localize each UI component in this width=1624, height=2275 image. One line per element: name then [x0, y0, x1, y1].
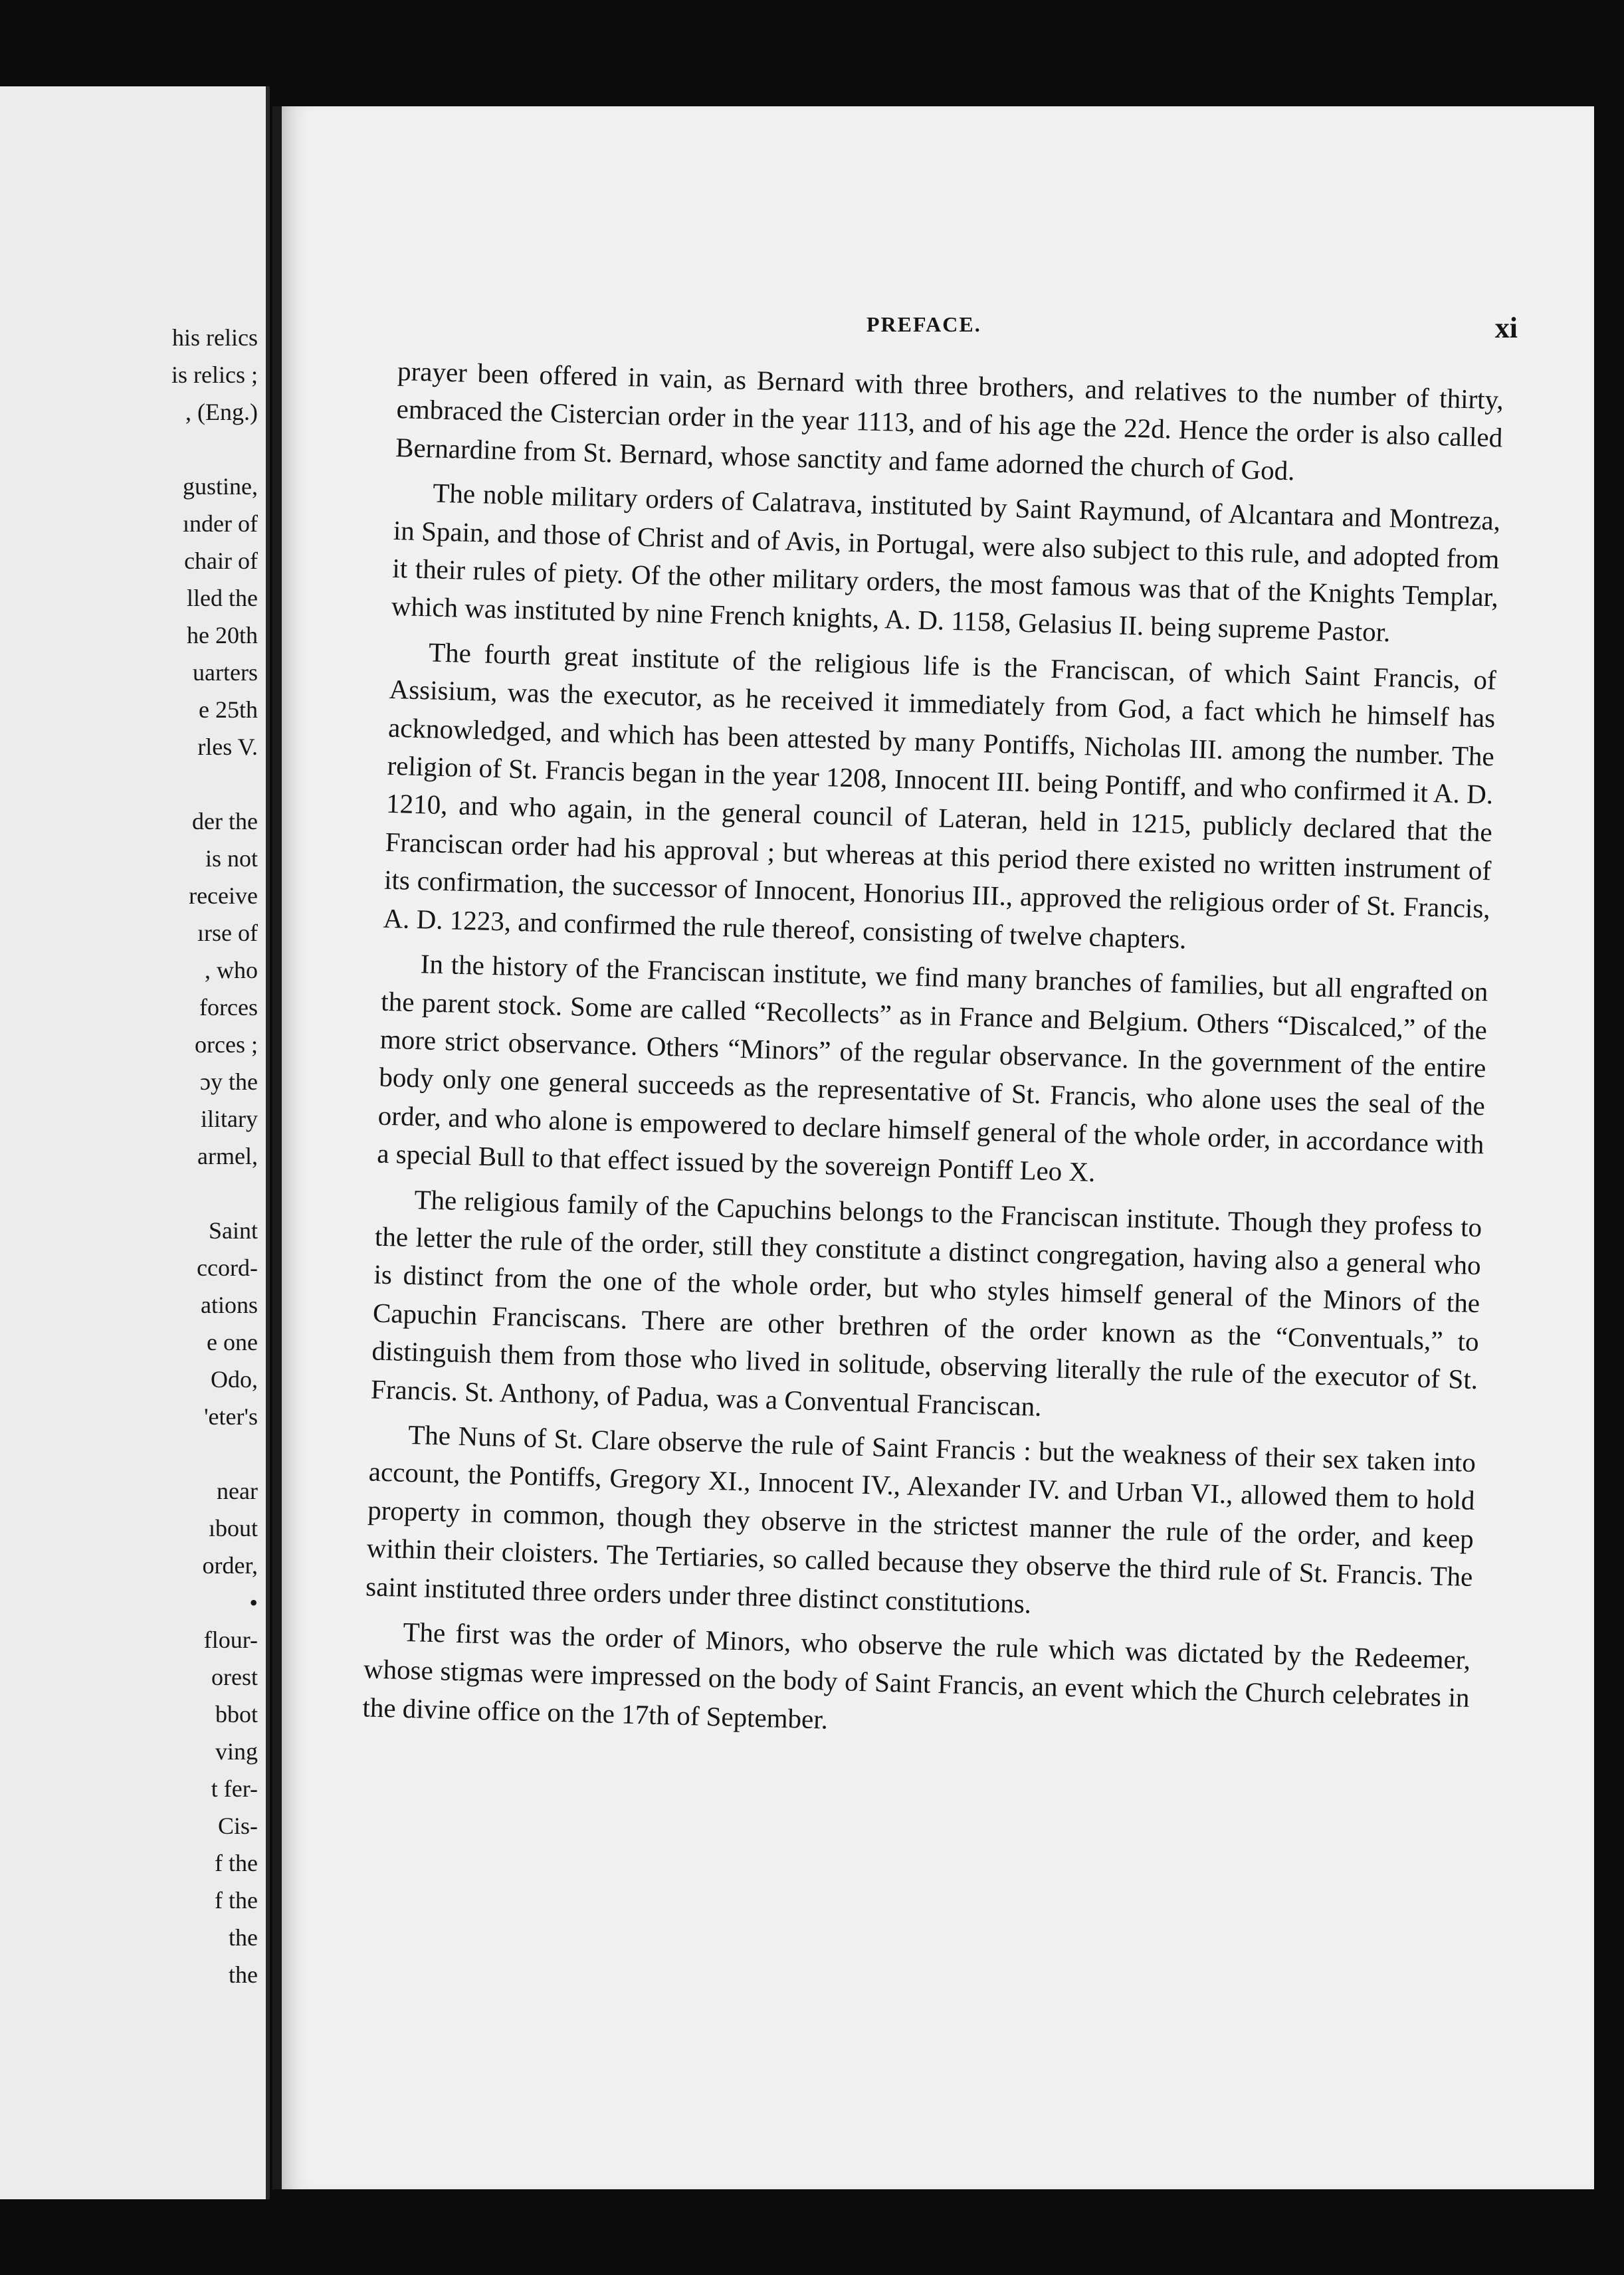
body-text: [362, 352, 1504, 1762]
facing-page-line: his relics: [172, 324, 258, 351]
facing-page-line: orces ;: [195, 1031, 258, 1058]
facing-page-line: , who: [205, 957, 258, 983]
facing-page-line: Cis-: [217, 1813, 258, 1839]
facing-page-line: ccord-: [197, 1254, 258, 1281]
facing-page-line: ınder of: [183, 510, 258, 537]
facing-page-line: ırse of: [197, 920, 258, 946]
paragraph-5: The religious family of the Capuchins belongs to the Franciscan institute. Though they profess to the letter the rule of the order, still they constitute a distinct congregation, having also a general who is distinct from the one of the whole order, but who styles himself general of the Minors of the Capuchin Franciscans. There are other brethren of the order known as the “Conventuals,” to distinguish them from those who lived in solitude, observing literally the rule of the executor of St. Francis. St. Anthony, of Padua, was a Conventual Franciscan.: [370, 1183, 1482, 1422]
facing-page-line: ilitary: [201, 1106, 258, 1132]
facing-page-line: flour-: [203, 1627, 258, 1653]
facing-page-line: 'eter's: [204, 1403, 258, 1430]
facing-page-line: forces: [199, 994, 258, 1021]
facing-page-line: f the: [215, 1887, 258, 1914]
facing-page-line: Saint: [208, 1217, 258, 1244]
facing-page-line: gustine,: [183, 473, 258, 500]
paragraph-2: The noble military orders of Calatrava, instituted by Saint Raymund, of Alcantara and Montreza, in Spain, and those of Christ and of Avis, in Portugal, were also subject to this rule, and adopted from it their rules of piety. Of the other military orders, the most famous was that of the Knights Templar, which was instituted by nine French knights, A. D. 1158, Gelasius II. being supreme Pastor.: [391, 477, 1501, 648]
facing-page-line: ıbout: [208, 1515, 258, 1541]
facing-page-line: armel,: [197, 1143, 258, 1169]
facing-page-line: orest: [211, 1664, 258, 1690]
facing-page-line: •: [249, 1589, 258, 1616]
facing-page-line: ving: [215, 1738, 258, 1765]
facing-page-line: the: [229, 1924, 258, 1951]
book-page: [272, 106, 1594, 2189]
paragraph-4: In the history of the Franciscan institute, we find many branches of families, but all engrafted on the parent stock. Some are called “Recollects” as in France and Belgium. Others “Discalced,” of the more strict observance. Others “Minors” of the regular observance. In the government of the entire body only one general succeeds as the representative of St. Francis, who alone uses the seal of the order, and who alone is empowered to declare himself general of the whole order, in accordance with a special Bull to that effect issued by the sovereign Pontiff Leo X.: [376, 948, 1488, 1188]
facing-page-line: lled the: [187, 585, 258, 611]
facing-page-line: the: [229, 1961, 258, 1988]
facing-page-line: chair of: [184, 547, 258, 574]
facing-page-line: f the: [215, 1850, 258, 1876]
facing-page-line: he 20th: [187, 622, 258, 648]
facing-page-line: receive: [189, 882, 258, 909]
facing-page-line: near: [217, 1478, 258, 1504]
facing-page-left: [0, 86, 270, 2199]
facing-page-line: is not: [205, 845, 258, 872]
facing-page-line: [5, 765, 258, 803]
facing-page-line: Odo,: [211, 1366, 258, 1393]
paragraph-7: The first was the order of Minors, who observe the rule which was dictated by the Redeemer, whose stigmas were impressed on the body of Saint Francis, an event which the Church celebrates in the divine office on the 17th of September.: [362, 1616, 1471, 1735]
paragraph-3: The fourth great institute of the religious life is the Franciscan, of which Saint Francis, of Assisium, was the executor, as he received it immediately from God, a fact which he himself has acknowledged, and which has been attested by many Pontiffs, Nicholas III. among the number. The religion of St. Francis began in the year 1208, Innocent III. being Pontiff, and who confirmed it A. D. 1210, and who again, in the general council of Lateran, held in 1215, publicly declared that the Franciscan order had his approval ; but whereas at this period there existed no written instrument of its confirmation, the successor of Innocent, Honorius III., approved the religious order of St. Francis, A. D. 1223, and confirmed the rule thereof, consisting of twelve chapters.: [383, 637, 1497, 955]
paragraph-6: The Nuns of St. Clare observe the rule of Saint Francis : but the weakness of their sex taken into account, the Pontiffs, Gregory XI., Innocent IV., Alexander IV. and Urban VI., allowed them to hold property in common, though they observe in the strictest manner the rule of the order, and keep within their cloisters. The Tertiaries, so called because they observe the third rule of St. Francis. The saint instituted three orders under three distinct constitutions.: [365, 1419, 1476, 1619]
facing-page-line: uarters: [193, 659, 258, 686]
facing-page-line: [5, 431, 258, 468]
facing-page-line: , (Eng.): [185, 399, 258, 425]
page-number: xi: [1494, 312, 1518, 344]
facing-page-line: rles V.: [197, 734, 258, 760]
running-head: [282, 306, 1594, 346]
facing-page-line: bbot: [215, 1701, 258, 1728]
page-title: PREFACE.: [866, 312, 981, 336]
facing-page-line: e 25th: [199, 696, 258, 723]
facing-page-line: ɔy the: [200, 1068, 258, 1095]
facing-page-line: e one: [207, 1329, 258, 1355]
facing-page-text: [5, 319, 258, 1993]
facing-page-line: t fer-: [211, 1775, 258, 1802]
facing-page-line: [5, 1175, 258, 1212]
facing-page-line: is relics ;: [171, 361, 258, 388]
facing-page-line: ations: [201, 1292, 258, 1318]
facing-page-line: order,: [202, 1552, 258, 1579]
facing-page-line: [5, 1435, 258, 1472]
facing-page-line: der the: [192, 808, 258, 835]
paragraph-1: prayer been offered in vain, as Bernard with three brothers, and relatives to the number of thirty, embraced the Cistercian order in the year 1113, and of his age the 22d. Hence the order is also called Bernardine from St. Bernard, whose sanctity and fame adorned the church of God.: [395, 355, 1504, 486]
